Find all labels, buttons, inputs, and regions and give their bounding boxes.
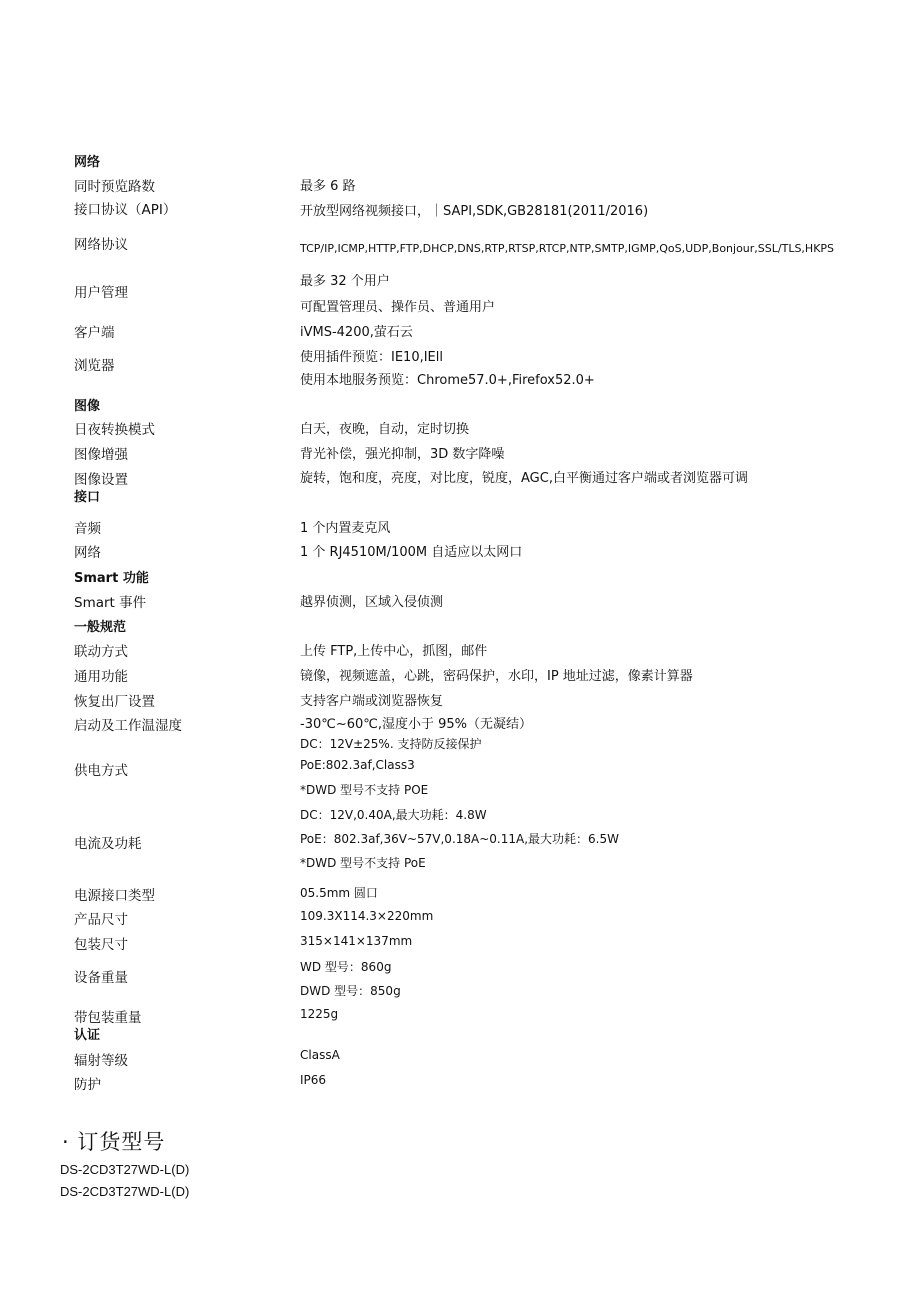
value-general-function: 镜像，视频遮盖，心跳，密码保护，水印，IP 地址过滤，像素计算器 — [300, 669, 693, 684]
label-preview-channels: 同时预览路数 — [74, 179, 155, 195]
order-item: DS-2CD3T27WD-L(D) — [60, 1162, 190, 1177]
value-preview-channels: 最多 6 路 — [300, 179, 356, 194]
value-package-size: 315×141×137mm — [300, 934, 413, 948]
value-user-max: 最多 32 个用户 — [300, 274, 390, 289]
value-power-note: *DWD 型号不支持 POE — [300, 783, 429, 797]
value-power-plug: 05.5mm 圆口 — [300, 886, 378, 900]
section-interface: 接口 — [74, 490, 101, 505]
label-device-weight: 设备重量 — [74, 970, 128, 986]
label-linkage: 联动方式 — [74, 644, 128, 660]
section-image: 图像 — [74, 399, 101, 414]
value-audio: 1 个内置麦克风 — [300, 521, 391, 536]
value-smart-event: 越界侦测，区域入侵侦测 — [300, 595, 444, 610]
section-network: 网络 — [74, 155, 101, 170]
value-current-dc: DC：12V,0.40A,最大功耗：4.8W — [300, 808, 487, 822]
label-smart-event: Smart 事件 — [74, 595, 147, 611]
value-network-protocol: TCP/IP,ICMP,HTTP,FTP,DHCP,DNS,RTP,RTSP,RTCP,NTP,SMTP,IGMP,QoS,UDP,Bonjour,SSL/TLS,HKPS — [300, 242, 835, 255]
value-power-dc: DC：12V±25%. 支持防反接保护 — [300, 737, 482, 751]
label-client: 客户端 — [74, 325, 115, 341]
value-current-note: *DWD 型号不支持 PoE — [300, 856, 426, 870]
value-radiation: ClassA — [300, 1048, 340, 1062]
label-package-size: 包装尺寸 — [74, 937, 128, 953]
section-certification: 认证 — [74, 1028, 101, 1043]
label-image-enhance: 图像增强 — [74, 447, 128, 463]
value-api: 开放型网络视频接口，｜SAPI,SDK,GB28181(2011/2016) — [300, 204, 649, 219]
value-network-port: 1 个 RJ4510M/100M 自适应以太网口 — [300, 545, 523, 560]
order-title: · 订货型号 — [62, 1130, 166, 1154]
value-browser-local: 使用本地服务预览：Chrome57.0+,Firefox52.0+ — [300, 373, 595, 388]
label-network-protocol: 网络协议 — [74, 237, 128, 253]
section-smart: Smart 功能 — [74, 571, 149, 586]
label-current-power: 电流及功耗 — [74, 836, 142, 852]
value-power-poe: PoE:802.3af,Class3 — [300, 758, 415, 772]
label-temperature: 启动及工作温湿度 — [74, 718, 182, 734]
order-item: DS-2CD3T27WD-L(D) — [60, 1184, 190, 1199]
value-product-size: 109.3X114.3×220mm — [300, 909, 434, 923]
value-user-roles: 可配置管理员、操作员、普通用户 — [300, 300, 496, 315]
label-general-function: 通用功能 — [74, 669, 128, 685]
value-package-weight: 1225g — [300, 1007, 339, 1021]
label-image-settings: 图像设置 — [74, 472, 128, 488]
value-temperature: -30℃~60℃,湿度小于 95%（无凝结） — [300, 717, 533, 732]
label-day-night: 日夜转换模式 — [74, 422, 155, 438]
value-protection: IP66 — [300, 1073, 327, 1087]
label-product-size: 产品尺寸 — [74, 912, 128, 928]
value-weight-dwd: DWD 型号：850g — [300, 984, 401, 998]
value-linkage: 上传 FTP,上传中心，抓图，邮件 — [300, 644, 488, 659]
label-package-weight: 带包装重量 — [74, 1010, 142, 1026]
label-protection: 防护 — [74, 1077, 101, 1093]
value-weight-wd: WD 型号：860g — [300, 960, 392, 974]
section-general: 一般规范 — [74, 620, 127, 635]
label-audio: 音频 — [74, 521, 101, 537]
label-power-supply: 供电方式 — [74, 763, 128, 779]
value-image-enhance: 背光补偿，强光抑制，3D 数字降噪 — [300, 447, 505, 462]
label-power-plug: 电源接口类型 — [74, 888, 155, 904]
label-network-port: 网络 — [74, 545, 101, 561]
value-client: iVMS-4200,萤石云 — [300, 325, 413, 340]
value-day-night: 白天，夜晚，自动，定时切换 — [300, 422, 470, 437]
value-factory-reset: 支持客户端或浏览器恢复 — [300, 694, 444, 709]
label-factory-reset: 恢复出厂设置 — [74, 694, 155, 710]
label-radiation: 辐射等级 — [74, 1053, 128, 1069]
value-current-poe: PoE：802.3af,36V~57V,0.18A~0.11A,最大功耗：6.5W — [300, 832, 619, 846]
label-api: 接口协议（API） — [74, 202, 177, 218]
value-image-settings: 旋转，饱和度，亮度，对比度，锐度，AGC,白平衡通过客户端或者浏览器可调 — [300, 471, 748, 486]
value-browser-plugin: 使用插件预览：IE10,IEll — [300, 350, 443, 365]
label-user-management: 用户管理 — [74, 285, 128, 301]
label-browser: 浏览器 — [74, 358, 115, 374]
